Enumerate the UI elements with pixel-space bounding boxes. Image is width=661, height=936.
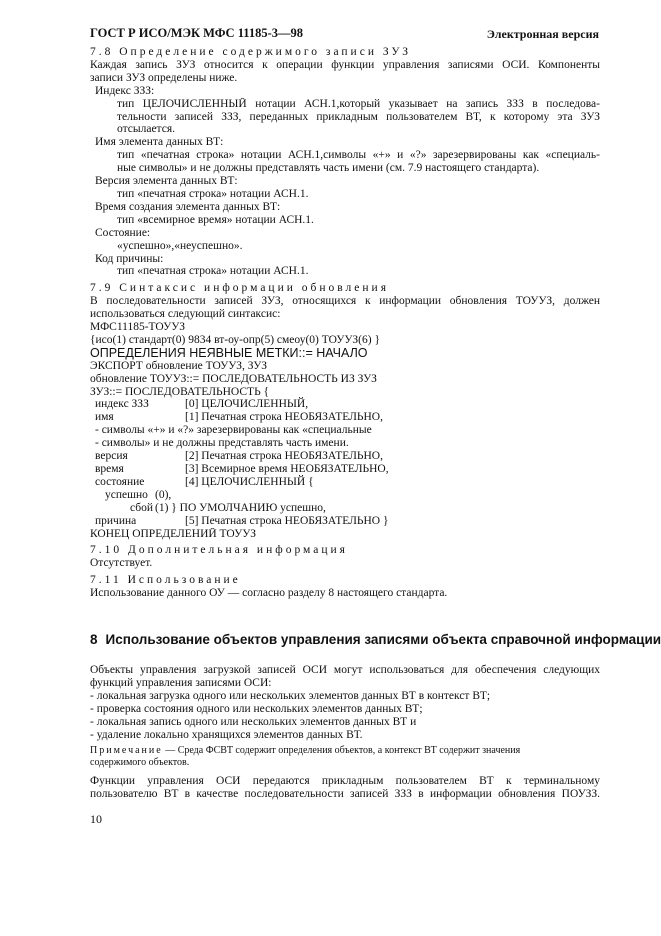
code-row bbox=[90, 437, 600, 450]
note bbox=[90, 745, 600, 757]
header-version-label: Электронная версия bbox=[486, 27, 599, 41]
code-field-type: [3] Всемирное время НЕОБЯЗАТЕЛЬНО, bbox=[185, 463, 389, 475]
code-row bbox=[90, 515, 600, 528]
field-description: отсылается. bbox=[117, 123, 175, 136]
field-label: Индекс ЗЗЗ: bbox=[95, 84, 155, 97]
code-row bbox=[90, 398, 600, 411]
section-7-body bbox=[90, 46, 600, 600]
code-field-name: причина bbox=[95, 514, 137, 527]
paragraph: использоваться следующий синтаксис: bbox=[90, 308, 281, 321]
field-label: Версия элемента данных ВТ: bbox=[95, 175, 238, 188]
field-description: тельности записей ЗЗЗ, переданных прикладным пользователем ВТ, к которому эта ЗУЗ bbox=[117, 110, 600, 123]
field-description: ные символы» и не должны представлять часть имени (см. 7.9 настоящего стандарта). bbox=[117, 162, 540, 175]
code-field-type: [0] ЦЕЛОЧИСЛЕННЫЙ, bbox=[185, 398, 309, 411]
paragraph: Отсутствует. bbox=[90, 557, 153, 570]
code-line: МФС11185-ТОУУЗ bbox=[90, 321, 185, 334]
code-row bbox=[90, 463, 600, 476]
code-line: обновление ТОУУЗ::= ПОСЛЕДОВАТЕЛЬНОСТЬ ИЗ ЗУЗ bbox=[90, 372, 377, 385]
paragraph: записи ЗУЗ определены ниже. bbox=[90, 71, 238, 84]
paragraph: Каждая запись ЗУЗ относится к операции функции управления записями ОСИ. Компоненты bbox=[90, 58, 600, 71]
field-description: тип «всемирное время» нотации АСН.1. bbox=[117, 213, 314, 226]
code-row bbox=[90, 450, 600, 463]
code-field-name: время bbox=[95, 463, 124, 475]
field-description: тип «печатная строка» нотации АСН.1. bbox=[117, 265, 309, 278]
note-label: Примечание bbox=[90, 745, 163, 757]
code-comment: - символы «+» и «?» зарезервированы как «специальные bbox=[95, 424, 372, 437]
code-field-type: [4] ЦЕЛОЧИСЛЕННЫЙ { bbox=[185, 475, 314, 488]
code-line: КОНЕЦ ОПРЕДЕЛЕНИЙ ТОУУЗ bbox=[90, 527, 256, 540]
code-field-type: [1] Печатная строка НЕОБЯЗАТЕЛЬНО, bbox=[185, 411, 383, 424]
note-continuation: содержимого объектов. bbox=[90, 757, 190, 769]
paragraph: В последовательности записей ЗУЗ, относящихся к информации обновления ТОУУЗ, должен bbox=[90, 295, 600, 308]
code-field-name: версия bbox=[95, 450, 128, 463]
code-row bbox=[90, 476, 600, 489]
code-line: ЭКСПОРТ обновление ТОУУЗ, ЗУЗ bbox=[90, 359, 268, 372]
code-row bbox=[90, 489, 600, 502]
paragraph: функций управления записями ОСИ: bbox=[90, 676, 272, 689]
list-item: - проверка состояния одного или нескольких элементов данных ВТ; bbox=[90, 702, 423, 715]
code-enum-value: (0), bbox=[155, 488, 172, 501]
section-number: 8 bbox=[90, 632, 98, 647]
section-8-heading bbox=[90, 632, 661, 647]
code-field-type: [5] Печатная строка НЕОБЯЗАТЕЛЬНО } bbox=[185, 514, 389, 527]
section-7-11-title: 7.11 Использование bbox=[90, 574, 241, 587]
field-description: тип «печатная строка» нотации АСН.1. bbox=[117, 187, 309, 200]
field-description: «успешно»,«неуспешно». bbox=[117, 239, 243, 252]
page-number: 10 bbox=[90, 812, 102, 826]
section-7-8-title: 7.8 Определение содержимого записи ЗУЗ bbox=[90, 46, 412, 58]
field-label: Состояние: bbox=[95, 226, 151, 239]
code-enum-name: успешно bbox=[105, 488, 148, 501]
code-row bbox=[90, 502, 600, 515]
code-line: {исо(1) стандарт(0) 9834 вт-оу-опр(5) смеоу(0) ТОУУЗ(6) } bbox=[90, 333, 380, 346]
section-7-9-title: 7.9 Синтаксис информации обновления bbox=[90, 282, 389, 295]
field-description: тип «печатная строка» нотации АСН.1,символы «+» и «?» зарезервированы как «специаль- bbox=[117, 149, 600, 162]
paragraph: Использование данного ОУ — согласно разделу 8 настоящего стандарта. bbox=[90, 587, 448, 600]
code-line: ЗУЗ::= ПОСЛЕДОВАТЕЛЬНОСТЬ { bbox=[90, 385, 270, 398]
paragraph: Функции управления ОСИ передаются прикладным пользователем ВТ к терминальному bbox=[90, 775, 600, 788]
section-7-10-title: 7.10 Дополнительная информация bbox=[90, 544, 348, 557]
header-standard-code: ГОСТ Р ИСО/МЭК МФС 11185-3—98 bbox=[90, 26, 303, 40]
code-comment: - символы» и не должны представлять часть имени. bbox=[95, 437, 349, 450]
code-field-name: индекс ЗЗЗ bbox=[95, 398, 149, 411]
section-8-body bbox=[90, 664, 600, 801]
paragraph: пользователю ВТ в качестве последовательности записей ЗЗЗ в информации обновления ПОУЗЗ. bbox=[90, 788, 600, 801]
code-line: ОПРЕДЕЛЕНИЯ НЕЯВНЫЕ МЕТКИ::= НАЧАЛО bbox=[90, 346, 368, 360]
field-label: Время создания элемента данных ВТ: bbox=[95, 200, 281, 213]
code-enum-value: (1) } ПО УМОЛЧАНИЮ успешно, bbox=[155, 501, 326, 514]
asn1-syntax-block bbox=[90, 321, 600, 540]
code-field-name: состояние bbox=[95, 475, 145, 488]
note-text: — Среда ФСВТ содержит определения объектов, а контекст ВТ содержит значения bbox=[162, 745, 521, 757]
list-item: - локальная загрузка одного или нескольких элементов данных ВТ в контекст ВТ; bbox=[90, 689, 491, 702]
code-row bbox=[90, 424, 600, 437]
code-enum-name: сбой bbox=[130, 501, 153, 514]
code-row bbox=[90, 411, 600, 424]
field-label: Имя элемента данных ВТ: bbox=[95, 136, 224, 149]
paragraph: Объекты управления загрузкой записей ОСИ могут использоваться для обеспечения следующих bbox=[90, 664, 600, 676]
list-item: - удаление локально хранящихся элементов данных ВТ. bbox=[90, 728, 363, 741]
code-field-name: имя bbox=[95, 411, 114, 424]
code-field-type: [2] Печатная строка НЕОБЯЗАТЕЛЬНО, bbox=[185, 450, 383, 463]
field-description: тип ЦЕЛОЧИСЛЕННЫЙ нотации АСН.1,который указывает на запись ЗЗЗ в последова- bbox=[117, 97, 600, 110]
field-label: Код причины: bbox=[95, 252, 164, 265]
list-item: - локальная запись одного или нескольких элементов данных ВТ и bbox=[90, 715, 417, 728]
section-title: Использование объектов управления записями объекта справочной информации bbox=[105, 632, 661, 647]
